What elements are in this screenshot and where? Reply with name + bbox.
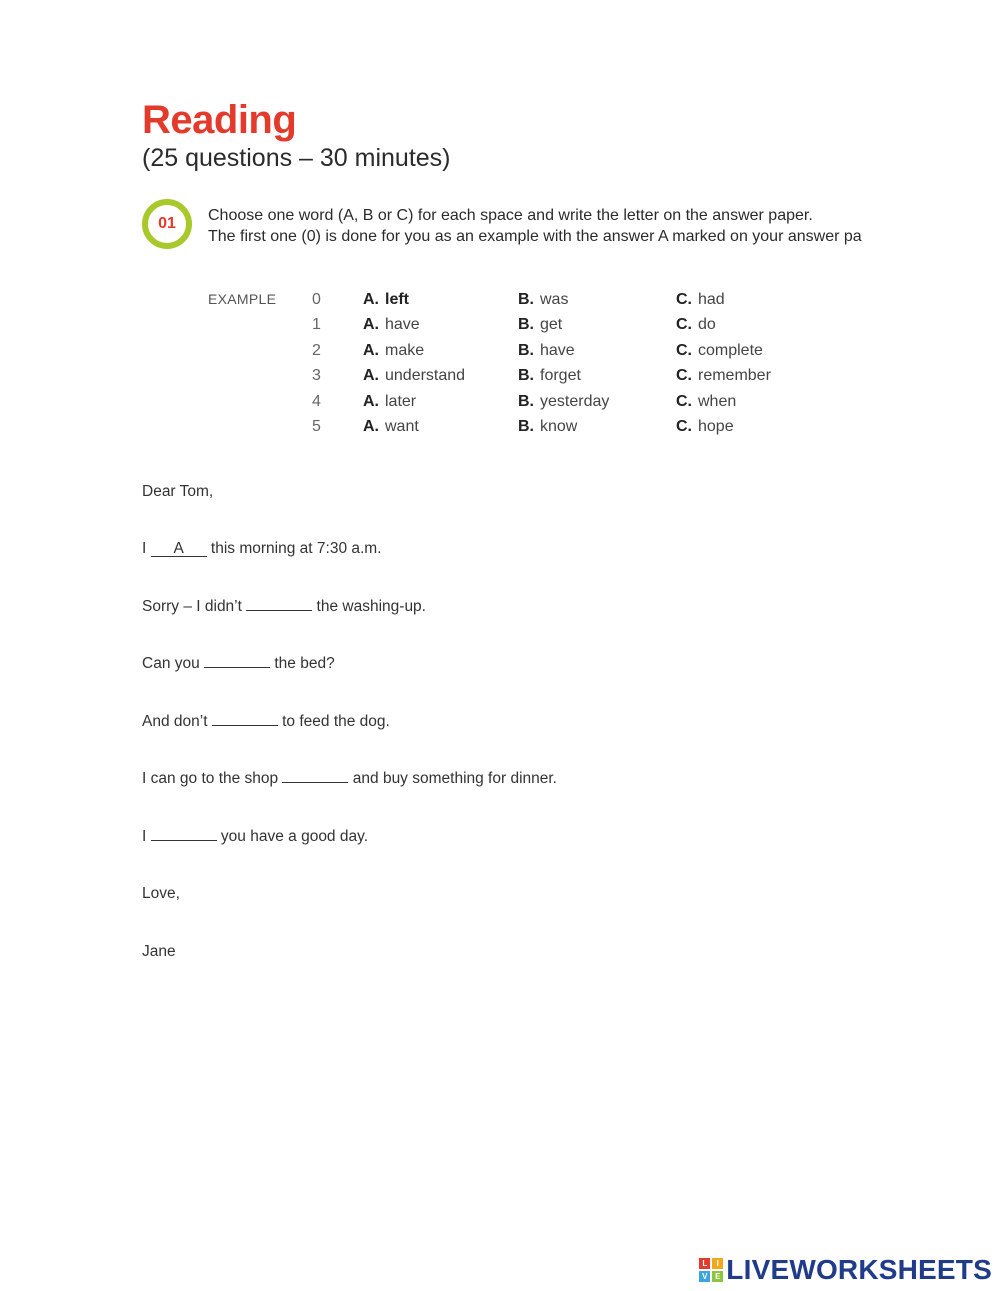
- option-letter: C.: [676, 291, 692, 308]
- question-number: 1: [312, 316, 321, 334]
- liveworksheets-logo: [699, 1254, 992, 1286]
- option-row: [0, 313, 1000, 338]
- page-subtitle: (25 questions – 30 minutes): [142, 144, 451, 172]
- option-word: get: [540, 316, 563, 334]
- sentence-start: Sorry – I didn’t: [142, 598, 247, 615]
- option-letter: C.: [676, 316, 692, 334]
- option-c: [676, 418, 734, 436]
- question-number: 3: [312, 367, 321, 385]
- letter-sentence: [142, 655, 335, 673]
- question-number: 0: [312, 291, 321, 308]
- option-word: yesterday: [540, 392, 610, 410]
- option-word: have: [540, 341, 575, 359]
- option-letter: C.: [676, 392, 692, 410]
- option-word: was: [540, 291, 569, 308]
- option-letter: A.: [363, 316, 379, 334]
- sentence-start: Can you: [142, 655, 205, 672]
- section-number: 01: [158, 215, 176, 232]
- option-letter: B.: [518, 417, 534, 435]
- option-b: [518, 367, 581, 385]
- sentence-start: And don’t: [142, 713, 212, 730]
- option-letter: B.: [518, 367, 534, 385]
- sentence-end: and buy something for dinner.: [348, 770, 557, 787]
- letter-signature: Jane: [142, 943, 176, 960]
- answer-blank[interactable]: [212, 725, 278, 726]
- letter-sentence: [142, 598, 426, 616]
- answer-blank[interactable]: [151, 840, 217, 841]
- option-c: [676, 342, 763, 360]
- answer-blank[interactable]: [204, 667, 270, 668]
- option-word: complete: [698, 341, 763, 359]
- sentence-start: I: [142, 828, 151, 845]
- logo-block-v: V: [699, 1271, 710, 1282]
- option-word: later: [385, 392, 417, 410]
- option-letter: B.: [518, 291, 534, 308]
- option-a: [363, 291, 409, 309]
- question-number: 2: [312, 341, 321, 359]
- instructions: [208, 205, 880, 247]
- option-row: [0, 288, 1000, 313]
- option-word: do: [698, 316, 716, 334]
- question-number: 4: [312, 392, 321, 410]
- answer-blank[interactable]: A: [151, 541, 207, 557]
- option-letter: C.: [676, 341, 692, 359]
- answer-blank[interactable]: [282, 782, 348, 783]
- option-letter: A.: [363, 417, 379, 435]
- option-word: had: [698, 291, 725, 308]
- option-a: [363, 418, 419, 436]
- option-word: when: [698, 392, 737, 410]
- option-letter: A.: [363, 291, 379, 308]
- option-word: left: [385, 291, 409, 308]
- option-word: know: [540, 417, 578, 435]
- option-word: remember: [698, 367, 771, 385]
- option-row: [0, 415, 1000, 440]
- logo-block-i: I: [712, 1258, 723, 1269]
- option-c: [676, 367, 771, 385]
- option-word: make: [385, 341, 425, 359]
- section-number-badge: [142, 199, 192, 249]
- option-b: [518, 316, 562, 334]
- sentence-start: I: [142, 540, 151, 557]
- example-label: EXAMPLE: [208, 291, 277, 307]
- logo-block-l: L: [699, 1258, 710, 1269]
- option-a: [363, 342, 424, 360]
- sentence-end: the washing-up.: [312, 598, 426, 615]
- letter-sentence: [142, 713, 390, 731]
- page-title: Reading: [142, 98, 297, 142]
- option-row: [0, 339, 1000, 364]
- option-letter: A.: [363, 367, 379, 385]
- option-b: [518, 342, 575, 360]
- option-b: [518, 291, 568, 309]
- option-c: [676, 291, 725, 309]
- option-b: [518, 393, 609, 411]
- answer-blank[interactable]: [246, 610, 312, 611]
- option-word: understand: [385, 367, 466, 385]
- letter-greeting: Dear Tom,: [142, 483, 214, 500]
- option-word: hope: [698, 417, 734, 435]
- option-a: [363, 393, 416, 411]
- question-number: 5: [312, 417, 321, 435]
- option-c: [676, 316, 716, 334]
- sentence-end: the bed?: [270, 655, 335, 672]
- sentence-end: to feed the dog.: [277, 713, 390, 730]
- option-word: forget: [540, 367, 581, 385]
- option-letter: C.: [676, 367, 692, 385]
- instruction-line-1: Choose one word (A, B or C) for each space and write the letter on the answer paper.: [208, 207, 813, 224]
- option-row: [0, 364, 1000, 389]
- option-c: [676, 393, 736, 411]
- logo-text: LIVEWORKSHEETS: [726, 1254, 992, 1285]
- option-b: [518, 418, 577, 436]
- option-word: want: [385, 417, 419, 435]
- instruction-line-2: The first one (0) is done for you as an example with the answer A marked on your answer pa: [208, 228, 862, 245]
- logo-blocks: [699, 1258, 723, 1282]
- sentence-end: you have a good day.: [216, 828, 369, 845]
- option-letter: B.: [518, 341, 534, 359]
- option-a: [363, 316, 420, 334]
- option-letter: C.: [676, 417, 692, 435]
- sentence-start: I can go to the shop: [142, 770, 283, 787]
- letter-closing: Love,: [142, 885, 180, 902]
- option-letter: B.: [518, 316, 534, 334]
- option-letter: A.: [363, 392, 379, 410]
- option-row: [0, 390, 1000, 415]
- letter-sentence: [142, 770, 557, 788]
- option-word: have: [385, 316, 420, 334]
- logo-block-e: E: [712, 1271, 723, 1282]
- letter-sentence: [142, 828, 368, 846]
- option-letter: B.: [518, 392, 534, 410]
- option-a: [363, 367, 465, 385]
- options-table: [0, 288, 1000, 440]
- letter-sentence: [142, 540, 382, 558]
- option-letter: A.: [363, 341, 379, 359]
- sentence-end: this morning at 7:30 a.m.: [206, 540, 382, 557]
